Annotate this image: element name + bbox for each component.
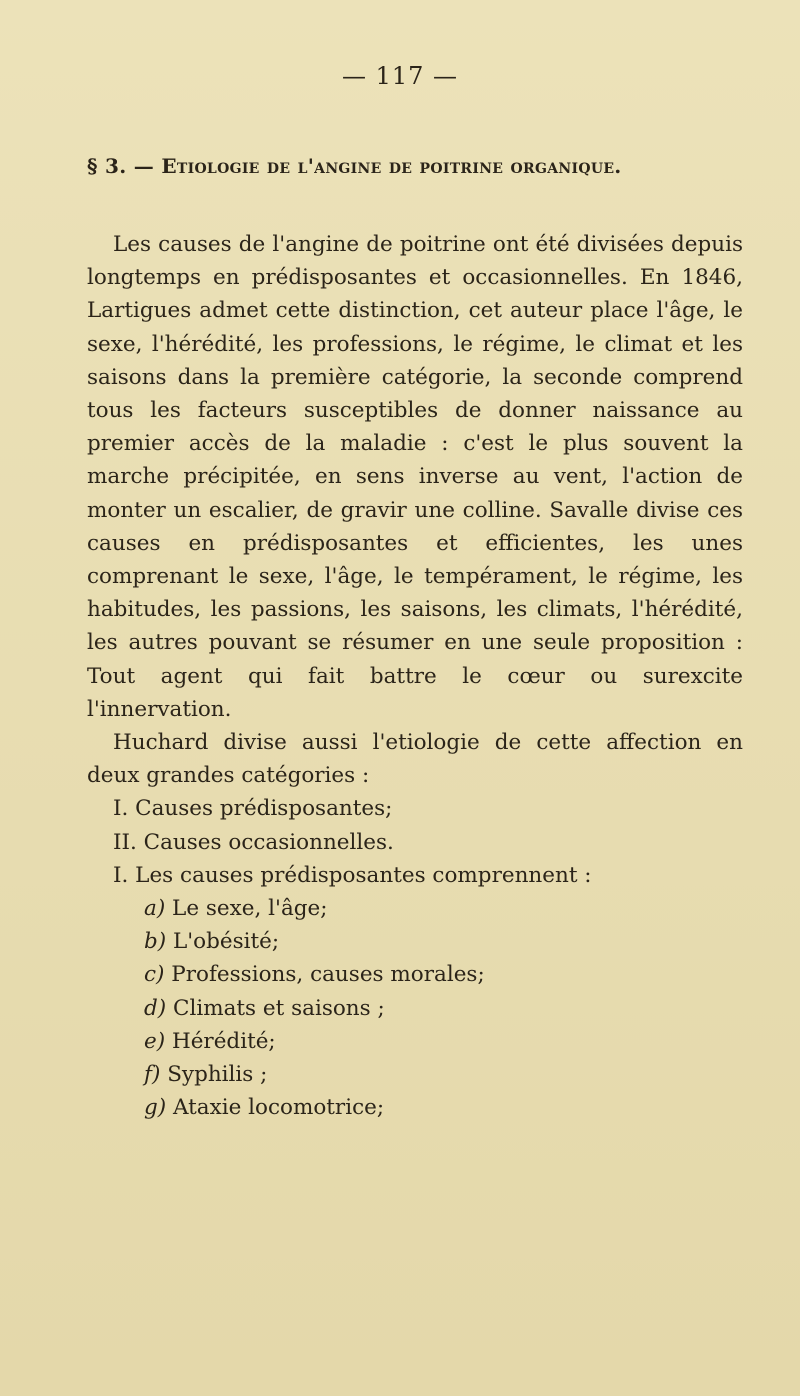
list-item-letter: g) <box>144 1095 167 1121</box>
list-item-letter: e) <box>144 1028 166 1054</box>
paragraph-1: Les causes de l'angine de poitrine ont été divisées depuis longtemps en prédisposantes et occasionnelles. En 1846, Lartigues admet cette distinction, cet auteur place l'âge, le sexe, l'hérédité, les professions, le régime, le climat et les saisons dans la première catégorie, la seconde comprend tous les facteurs susceptibles de donner naissance au premier accès de la maladie : c'est le plus souvent la marche précipitée, en sens inverse au vent, l'action de monter un escalier, de gravir une colline. Savalle divise ces causes en prédisposantes et efficientes, les unes comprenant le sexe, l'âge, le tempérament, le régime, les habitudes, les passions, les saisons, les climats, l'hérédité, les autres pouvant se résumer en une seule proposition : Tout agent qui fait battre le cœur ou surexcite l'innervation. <box>87 232 743 722</box>
section-title: Etiologie de l'angine de poitrine organique. <box>161 154 622 178</box>
list-item-text: Hérédité; <box>165 1028 276 1054</box>
list-item-letter: c) <box>144 962 165 988</box>
list-item <box>87 958 743 991</box>
list-item <box>87 1091 743 1124</box>
list-item-letter: d) <box>144 995 167 1021</box>
list-item <box>87 1025 743 1058</box>
paragraph-2: Huchard divise aussi l'etiologie de cette affection en deux grandes catégories : <box>87 730 743 789</box>
category-2: II. Causes occasionnelles. <box>113 829 394 855</box>
list-item <box>87 892 743 925</box>
section-heading <box>87 154 622 178</box>
list-item-letter: f) <box>144 1062 161 1088</box>
list-item-text: Le sexe, l'âge; <box>165 896 328 922</box>
list-intro: I. Les causes prédisposantes comprennent : <box>113 862 592 888</box>
list-item-text: L'obésité; <box>166 929 280 955</box>
list-item-text: Ataxie locomotrice; <box>166 1095 385 1121</box>
list-item-text: Syphilis ; <box>160 1062 268 1088</box>
body-text <box>87 228 743 1124</box>
category-1: I. Causes prédisposantes; <box>113 796 393 822</box>
page-number: — 117 — <box>341 62 459 90</box>
list-item <box>87 992 743 1025</box>
list-item-text: Professions, causes morales; <box>164 962 485 988</box>
list-item <box>87 1058 743 1091</box>
list-item <box>87 925 743 958</box>
section-number: § 3. — <box>87 154 162 178</box>
list-item-letter: a) <box>144 896 166 922</box>
list-item-letter: b) <box>144 929 167 955</box>
list-item-text: Climats et saisons ; <box>166 995 385 1021</box>
